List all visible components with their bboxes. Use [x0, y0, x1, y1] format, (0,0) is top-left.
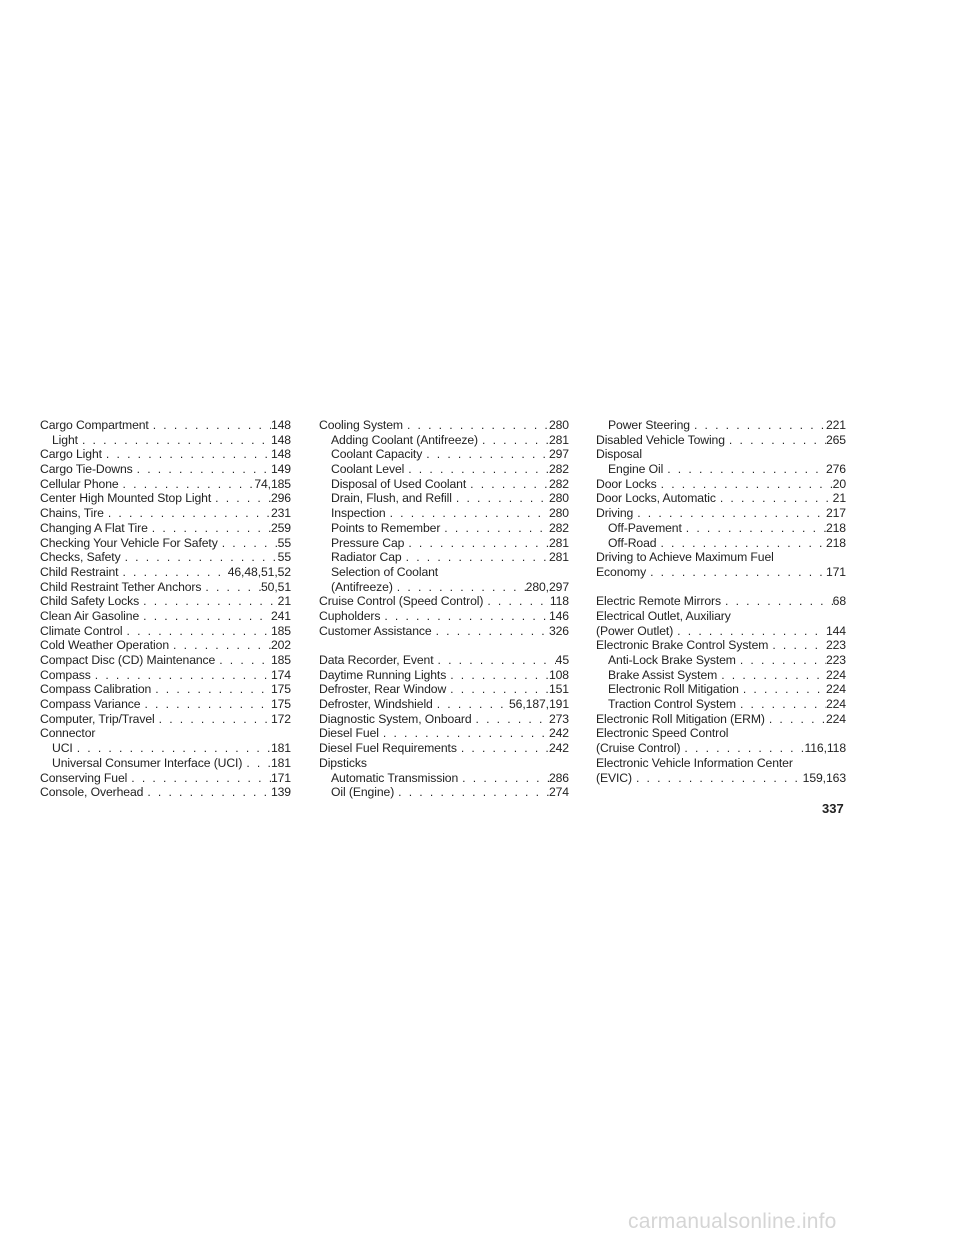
entry-page: 224 — [825, 667, 846, 682]
index-entry — [40, 756, 291, 771]
page-number: 337 — [822, 801, 844, 816]
entry-text: Clean Air Gasoline — [40, 608, 140, 623]
entry-page: 218 — [825, 535, 846, 550]
index-entry — [596, 741, 846, 756]
entry-text: Cargo Tie-Downs — [40, 462, 133, 477]
index-entry — [319, 462, 569, 477]
index-entry — [596, 638, 846, 653]
dot-leader — [123, 624, 271, 639]
index-entry — [596, 491, 846, 506]
entry-text: Diesel Fuel Requirements — [319, 741, 457, 756]
entry-text: Power Steering — [608, 418, 690, 432]
entry-text: Driving — [596, 506, 634, 521]
entry-text: Chains, Tire — [40, 506, 104, 521]
entry-text: Off-Pavement — [608, 520, 682, 535]
dot-leader — [768, 638, 826, 653]
entry-page: 276 — [825, 462, 846, 477]
dot-leader — [394, 785, 549, 800]
dot-leader — [140, 697, 270, 712]
index-entry — [319, 712, 569, 727]
entry-text: Checks, Safety — [40, 550, 121, 565]
dot-leader — [457, 741, 549, 756]
entry-text: Light — [52, 432, 78, 447]
entry-page: 20 — [832, 476, 846, 491]
entry-page: 171 — [270, 770, 291, 785]
entry-text: Door Locks — [596, 476, 657, 491]
entry-page: 116,118 — [804, 741, 846, 756]
index-entry — [319, 668, 569, 683]
entry-text: Conserving Fuel — [40, 770, 128, 785]
index-entry — [319, 565, 569, 580]
watermark: carmanualsonline.info — [628, 1210, 837, 1233]
entry-page: 139 — [270, 785, 291, 800]
entry-page: 55 — [277, 535, 291, 550]
dot-leader — [201, 580, 261, 595]
entry-page: 223 — [825, 653, 846, 667]
entry-page: 74,185 — [254, 476, 291, 491]
entry-page: 159,163 — [802, 770, 846, 785]
index-entry — [40, 594, 291, 609]
entry-text: Disposal of Used Coolant — [331, 476, 467, 491]
index-entry — [319, 536, 569, 551]
index-entry — [40, 536, 291, 551]
entry-page: 281 — [548, 432, 569, 447]
dot-leader — [102, 447, 271, 462]
entry-page: 280 — [548, 418, 569, 432]
index-entry — [40, 433, 291, 448]
entry-page: 224 — [825, 682, 846, 697]
dot-leader — [725, 433, 826, 448]
dot-leader — [690, 418, 826, 433]
dot-leader — [211, 491, 271, 506]
entry-page: 151 — [548, 682, 569, 697]
dot-leader — [386, 506, 549, 521]
dot-leader — [657, 477, 833, 492]
dot-leader — [143, 785, 271, 800]
entry-text: Anti-Lock Brake System — [608, 653, 736, 667]
entry-text: Child Restraint — [40, 564, 119, 579]
index-entry — [319, 594, 569, 609]
entry-page: 218 — [825, 520, 846, 535]
index-entry — [40, 418, 291, 433]
dot-leader — [73, 741, 271, 756]
index-entry — [319, 433, 569, 448]
entry-text: Electronic Roll Mitigation — [608, 682, 739, 697]
index-entry — [40, 668, 291, 683]
index-entry — [596, 624, 846, 639]
entry-text: Child Restraint Tether Anchors — [40, 579, 202, 594]
entry-page: 144 — [825, 623, 846, 638]
dot-leader — [452, 491, 549, 506]
entry-page: 224 — [825, 711, 846, 726]
entry-text: Engine Oil — [608, 462, 664, 477]
dot-leader — [736, 653, 826, 668]
index-entry — [40, 580, 291, 595]
index-entry — [596, 682, 846, 697]
dot-leader — [673, 624, 826, 639]
entry-text: Electronic Speed Control — [596, 726, 729, 741]
dot-leader — [721, 594, 833, 609]
entry-page: 282 — [548, 520, 569, 535]
index-entry — [40, 726, 291, 741]
entry-page: 274 — [548, 785, 569, 800]
entry-text: Defroster, Windshield — [319, 697, 433, 712]
dot-leader — [632, 771, 803, 786]
index-entry — [40, 682, 291, 697]
dot-leader — [466, 477, 549, 492]
index-entry — [40, 447, 291, 462]
entry-text: UCI — [52, 741, 73, 756]
dot-leader — [242, 756, 271, 771]
dot-leader — [78, 433, 271, 448]
index-entry — [596, 536, 846, 551]
entry-page: 296 — [270, 491, 291, 506]
index-entry — [319, 521, 569, 536]
entry-page: 21 — [832, 491, 846, 506]
entry-text: Pressure Cap — [331, 535, 405, 550]
entry-text: Coolant Capacity — [331, 447, 423, 462]
index-entry — [596, 447, 846, 462]
dot-leader — [91, 668, 271, 683]
index-entry — [319, 491, 569, 506]
index-entry — [40, 771, 291, 786]
dot-leader — [155, 712, 271, 727]
index-entry — [40, 624, 291, 639]
entry-page: 280,297 — [525, 579, 569, 594]
entry-page: 185 — [270, 623, 291, 638]
dot-leader — [149, 418, 271, 433]
dot-leader — [682, 521, 826, 536]
entry-text: Console, Overhead — [40, 785, 144, 800]
entry-page: 148 — [270, 418, 291, 432]
entry-text: Electric Remote Mirrors — [596, 594, 722, 609]
index-entry — [596, 521, 846, 536]
entry-text: Computer, Trip/Travel — [40, 711, 155, 726]
entry-text: Coolant Level — [331, 462, 405, 477]
index-entry — [596, 668, 846, 683]
dot-leader — [633, 506, 826, 521]
index-entry — [319, 506, 569, 521]
entry-text: Cellular Phone — [40, 476, 119, 491]
entry-page: 172 — [270, 711, 291, 726]
entry-text: Cruise Control (Speed Control) — [319, 594, 484, 609]
dot-leader — [133, 462, 271, 477]
dot-leader — [118, 565, 227, 580]
dot-leader — [680, 741, 804, 756]
index-entry — [40, 712, 291, 727]
entry-text: Cargo Light — [40, 447, 102, 462]
dot-leader — [121, 550, 278, 565]
index-column-1 — [40, 418, 291, 800]
entry-page: 241 — [270, 608, 291, 623]
entry-text: (Power Outlet) — [596, 623, 674, 638]
entry-text: Door Locks, Automatic — [596, 491, 716, 506]
dot-leader — [404, 536, 549, 551]
index-entry — [596, 462, 846, 477]
entry-text: Compact Disc (CD) Maintenance — [40, 653, 216, 667]
index-entry — [319, 477, 569, 492]
index-entry — [319, 624, 569, 639]
index-entry — [596, 697, 846, 712]
entry-text: (Antifreeze) — [331, 579, 393, 594]
entry-text: Drain, Flush, and Refill — [331, 491, 452, 506]
entry-page: 242 — [548, 741, 569, 756]
entry-text: Automatic Transmission — [331, 770, 459, 785]
entry-text: Diagnostic System, Onboard — [319, 711, 472, 726]
dot-leader — [127, 771, 271, 786]
dot-leader — [139, 609, 271, 624]
entry-text: Cooling System — [319, 418, 403, 432]
entry-page: 171 — [825, 564, 846, 579]
entry-text: (Cruise Control) — [596, 741, 681, 756]
index-entry — [319, 580, 569, 595]
dot-leader — [656, 536, 826, 551]
entry-page: 282 — [548, 476, 569, 491]
entry-page: 181 — [270, 755, 291, 770]
entry-text: Electronic Roll Mitigation (ERM) — [596, 711, 765, 726]
dot-leader — [119, 477, 255, 492]
entry-text: (EVIC) — [596, 770, 632, 785]
entry-page: 118 — [549, 594, 569, 609]
entry-page: 282 — [548, 462, 569, 477]
index-entry — [319, 609, 569, 624]
dot-leader — [483, 594, 550, 609]
index-entry — [319, 682, 569, 697]
dot-leader — [404, 462, 549, 477]
index-entry — [40, 565, 291, 580]
entry-page: 148 — [270, 432, 291, 447]
dot-leader — [169, 638, 271, 653]
entry-text: Data Recorder, Event — [319, 653, 434, 667]
entry-text: Off-Road — [608, 535, 657, 550]
entry-page: 185 — [270, 653, 291, 667]
dot-leader — [422, 447, 549, 462]
dot-leader — [646, 565, 826, 580]
entry-page: 273 — [548, 711, 569, 726]
entry-text: Adding Coolant (Antifreeze) — [331, 432, 479, 447]
entry-page: 297 — [548, 447, 569, 462]
index-entry — [319, 447, 569, 462]
dot-leader — [765, 712, 826, 727]
index-entry — [596, 594, 846, 609]
index-entry — [596, 653, 846, 668]
index-entry — [596, 477, 846, 492]
entry-text: Inspection — [331, 506, 386, 521]
index-entry — [596, 565, 846, 580]
entry-text: Defroster, Rear Window — [319, 682, 447, 697]
entry-text: Compass Calibration — [40, 682, 152, 697]
index-entry — [596, 433, 846, 448]
entry-page: 280 — [548, 506, 569, 521]
entry-page: 265 — [825, 432, 846, 447]
entry-text: Cargo Compartment — [40, 418, 149, 432]
dot-leader — [736, 697, 826, 712]
index-entry — [319, 741, 569, 756]
index-entry — [40, 741, 291, 756]
index-entry — [319, 785, 569, 800]
entry-text: Universal Consumer Interface (UCI) — [52, 755, 243, 770]
index-entry — [596, 550, 846, 565]
index-entry — [596, 506, 846, 521]
entry-page: 231 — [270, 506, 291, 521]
dot-leader — [663, 462, 826, 477]
entry-text: Child Safety Locks — [40, 594, 140, 609]
index-entry — [40, 462, 291, 477]
dot-leader — [139, 594, 278, 609]
entry-page: 281 — [548, 535, 569, 550]
index-entry — [596, 771, 846, 786]
entry-page: 108 — [548, 667, 569, 682]
entry-text: Disabled Vehicle Towing — [596, 432, 725, 447]
dot-leader — [446, 668, 549, 683]
dot-leader — [151, 682, 271, 697]
entry-page: 217 — [825, 506, 846, 521]
entry-page: 221 — [825, 418, 846, 432]
dot-leader — [402, 550, 549, 565]
entry-page: 45 — [555, 653, 569, 667]
dot-leader — [440, 521, 549, 536]
index-entry — [40, 550, 291, 565]
entry-page: 242 — [548, 726, 569, 741]
entry-page: 224 — [825, 697, 846, 712]
entry-page: 175 — [270, 682, 291, 697]
entry-text: Selection of Coolant — [331, 564, 439, 579]
dot-leader — [716, 491, 833, 506]
entry-text: Oil (Engine) — [331, 785, 395, 800]
index-entry — [596, 726, 846, 741]
dot-leader — [433, 697, 509, 712]
index-entry — [40, 697, 291, 712]
index-entry — [319, 418, 569, 433]
entry-page: 281 — [548, 550, 569, 565]
dot-leader — [432, 624, 549, 639]
entry-text: Checking Your Vehicle For Safety — [40, 535, 218, 550]
entry-text: Economy — [596, 564, 647, 579]
entry-page: 174 — [270, 667, 291, 682]
entry-text: Disposal — [596, 447, 642, 462]
index-entry — [40, 785, 291, 800]
entry-text: Radiator Cap — [331, 550, 402, 565]
dot-leader — [434, 653, 556, 668]
dot-leader — [148, 521, 271, 536]
entry-text: Dipsticks — [319, 755, 367, 770]
entry-text: Compass Variance — [40, 697, 141, 712]
entry-page: 21 — [277, 594, 291, 609]
dot-leader — [472, 712, 549, 727]
entry-text: Cold Weather Operation — [40, 638, 170, 653]
entry-page: 55 — [277, 550, 291, 565]
entry-text: Electronic Vehicle Information Center — [596, 755, 793, 770]
index-column-2 — [319, 418, 569, 800]
entry-text: Connector — [40, 726, 96, 741]
entry-text: Climate Control — [40, 623, 123, 638]
dot-leader — [478, 433, 549, 448]
entry-text: Cupholders — [319, 608, 381, 623]
entry-page: 181 — [270, 741, 291, 756]
index-entry — [40, 477, 291, 492]
index-entry — [40, 638, 291, 653]
entry-page: 202 — [270, 638, 291, 653]
entry-text: Center High Mounted Stop Light — [40, 491, 212, 506]
dot-leader — [739, 682, 826, 697]
entry-page: 46,48,51,52 — [227, 564, 291, 579]
index-column-3 — [596, 418, 846, 785]
entry-page: 68 — [832, 594, 846, 609]
entry-text: Diesel Fuel — [319, 726, 379, 741]
dot-leader — [403, 418, 549, 433]
entry-text: Compass — [40, 667, 91, 682]
entry-page: 259 — [270, 520, 291, 535]
entry-text: Electrical Outlet, Auxiliary — [596, 608, 731, 623]
entry-page: 326 — [548, 623, 569, 638]
entry-page: 50,51 — [261, 579, 291, 594]
entry-text: Customer Assistance — [319, 623, 432, 638]
index-entry — [319, 653, 569, 668]
dot-leader — [717, 668, 826, 683]
entry-page: 148 — [270, 447, 291, 462]
entry-text: Driving to Achieve Maximum Fuel — [596, 550, 774, 565]
index-entry — [596, 609, 846, 624]
entry-page: 56,187,191 — [509, 697, 569, 712]
entry-page: 286 — [548, 770, 569, 785]
dot-leader — [104, 506, 271, 521]
index-entry — [319, 726, 569, 741]
dot-leader — [446, 682, 549, 697]
entry-text: Changing A Flat Tire — [40, 520, 148, 535]
index-entry — [319, 550, 569, 565]
index-entry — [319, 697, 569, 712]
index-entry — [596, 756, 846, 771]
dot-leader — [380, 609, 549, 624]
entry-page: 175 — [270, 697, 291, 712]
index-entry — [319, 756, 569, 771]
entry-text: Brake Assist System — [608, 667, 718, 682]
index-entry — [40, 609, 291, 624]
index-entry — [40, 506, 291, 521]
index-entry — [40, 491, 291, 506]
index-entry — [319, 771, 569, 786]
entry-page: 280 — [548, 491, 569, 506]
entry-text: Points to Remember — [331, 520, 441, 535]
dot-leader — [215, 653, 271, 668]
index-entry — [40, 653, 291, 668]
dot-leader — [379, 726, 549, 741]
dot-leader — [218, 536, 278, 551]
entry-text: Daytime Running Lights — [319, 667, 447, 682]
entry-page: 223 — [825, 638, 846, 653]
entry-page: 149 — [270, 462, 291, 477]
entry-text: Electronic Brake Control System — [596, 638, 769, 653]
dot-leader — [458, 771, 549, 786]
entry-text: Traction Control System — [608, 697, 736, 712]
dot-leader — [393, 580, 526, 595]
index-entry — [40, 521, 291, 536]
index-entry — [596, 418, 846, 433]
entry-page: 146 — [548, 608, 569, 623]
index-entry — [596, 712, 846, 727]
